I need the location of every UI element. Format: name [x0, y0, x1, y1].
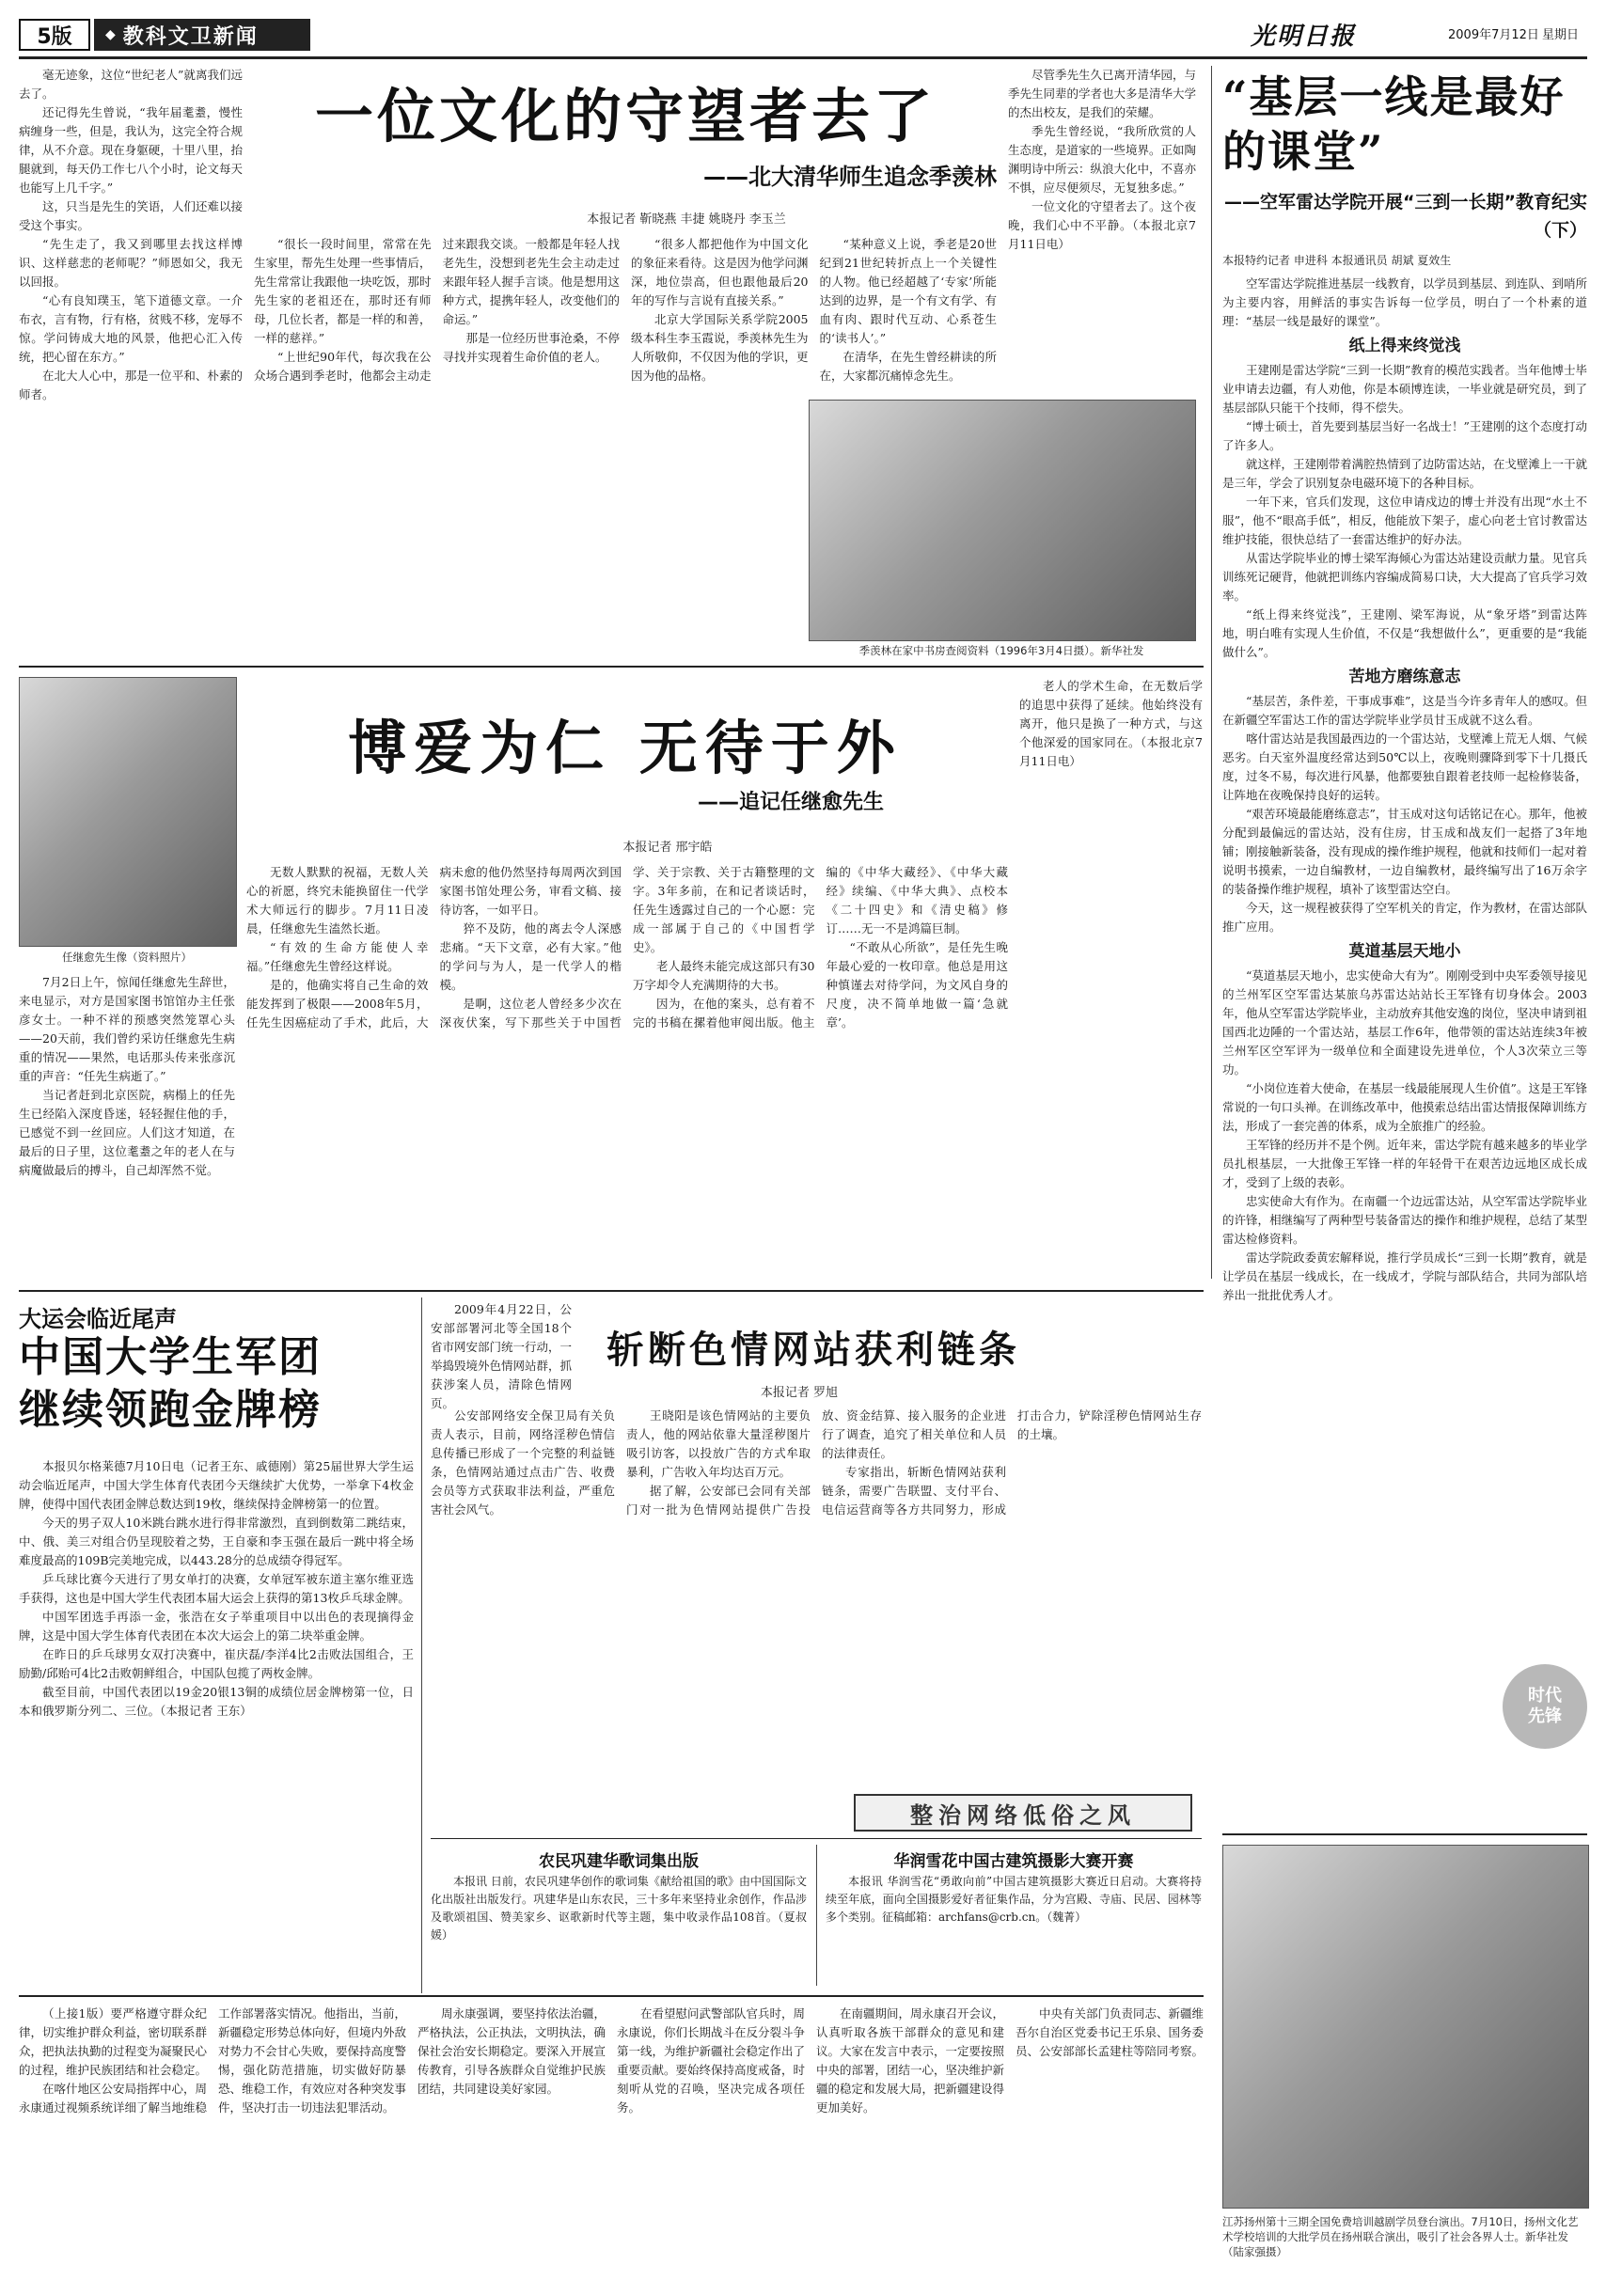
page-number: 5版 [37, 24, 72, 49]
article1-paragraph: 在北大人心中，那是一位平和、朴素的师者。 [19, 369, 243, 401]
notice1-title: 农民巩建华歌词集出版 [539, 1852, 699, 1871]
article3-paragraph: “莫道基层天地小，忠实使命大有为”。刚刚受到中央军委领导接见的兰州军区空军雷达某旅乌苏雷达站站长王军锋有切身体会。2003年，他从空军雷达学院毕业，主动放弃其他安逸的岗位，坚决申请到祖国西北边陲的一个雷达站，基层工作6年，他带领的雷达站连续3年被兰州军区空军评为一级单位和全面建设先进单位，个人3次荣立三等功。 [1222, 968, 1587, 1077]
article2-paragraph: 是啊，这位老人曾经多少次在深夜伏案，写下那些关于中国哲学、关于宗教、关于古籍整理的文字。3年多前，在和记者谈话时，任先生透露过自己的一个心愿：完成一部属于自己的《中国哲学史》。 [439, 865, 815, 1030]
article2-paragraph: 猝不及防，他的离去令人深感悲痛。“天下文章，必有大家。”他的学问与为人，是一代学人的楷模。 [439, 921, 622, 992]
article6-paragraph: （上接1版）要严格遵守群众纪律，切实维护群众利益，密切联系群众，把执法执勤的过程变为凝聚民心的过程，维护民族团结和社会稳定。 [19, 2006, 208, 2077]
article1-paragraph: 一位文化的守望者去了。这个夜晚，我们心中不平静。（本报北京7月11日电） [1008, 199, 1196, 251]
article1-paragraph: “心有良知璞玉，笔下道德文章。一介布衣，言有物，行有格，贫贱不移，宠辱不惊。学问铸成大地的风景，他把心汇入传统，把心留在东方。” [19, 293, 243, 364]
paper-name: 光明日报 [1251, 23, 1357, 51]
article1-photo-caption: 季羡林在家中书房查阅资料（1996年3月4日摄）。新华社发 [858, 644, 1144, 657]
article3-section-heading: 纸上得来终觉浅 [1348, 337, 1461, 355]
article3-paragraph: “基层苦，条件差，干事成事难”，这是当今许多青年人的感叹。但在新疆空军雷达工作的雷达学院毕业学员甘玉成就不这么看。 [1222, 694, 1587, 727]
article1-paragraph: 这，只当是先生的笑语，人们还难以接受这个事实。 [19, 199, 243, 232]
column-divider [816, 1845, 817, 1986]
article6-paragraph: 中央有关部门负责同志、新疆维吾尔自治区党委书记王乐泉、国务委员、公安部部长孟建柱等陪同考察。 [1016, 2006, 1204, 2058]
article3-subtitle: ——空军雷达学院开展“三到一长期”教育纪实（下） [1224, 192, 1587, 241]
article3-body [1222, 275, 1587, 1826]
article5-banner [854, 1794, 1192, 1832]
article2-subtitle: ——追记任继愈先生 [697, 791, 884, 814]
column-divider [1211, 66, 1212, 1279]
section-banner [94, 19, 310, 51]
article3-byline: 本报特约记者 申进科 本报通讯员 胡斌 夏效生 [1222, 254, 1452, 267]
article1-title: 一位文化的守望者去了 [314, 82, 936, 150]
ren-jiyu-photo [19, 677, 237, 947]
section-rule [19, 666, 1204, 668]
article6-paragraph: 在南疆期间，周永康召开会议，认真听取各族干部群众的意见和建议。大家在发言中表示，一定要按照中央的部署，团结一心，坚决维护新疆的稳定和发展大局，把新疆建设得更加美好。 [816, 2006, 1005, 2115]
page-number-box [19, 19, 90, 51]
article1-paragraph: 那是一位经历世事沧桑，不停寻找并实现着生命价值的老人。 [442, 331, 620, 364]
article5-columns [431, 1407, 1202, 1792]
article1-lead-text [19, 66, 243, 649]
article3-paragraph: 王建刚是雷达学院“三到一长期”教育的模范实践者。当年他博士毕业申请去边疆，有人劝他，你是本硕博连读，一毕业就是研究员，到了基层部队只能干个技师，得不偿失。 [1222, 363, 1587, 415]
notice2-body: 本报讯 华润雪花“勇敢向前”中国古建筑摄影大赛近日启动。大赛将持续至年底，面向全国摄影爱好者征集作品，分为宫殿、寺庙、民居、园林等多个类别。征稿邮箱：archfans@crb.cn。（魏菁） [826, 1875, 1202, 1924]
article6-paragraph: 周永康强调，要坚持依法治疆，严格执法，公正执法，文明执法，确保社会治安长期稳定。要深入开展宣传教育，引导各族群众自觉维护民族团结，共同建设美好家园。 [417, 2006, 606, 2096]
article1-right-column [1008, 66, 1196, 395]
section-rule [19, 1995, 1204, 1997]
article4-paragraph: 在昨日的乒乓球男女双打决赛中，崔庆磊/李洋4比2击败法国组合，王励勤/邱贻可4比2击败朝鲜组合，中国队包揽了两枚金牌。 [19, 1647, 414, 1680]
article3-section-heading: 苦地方磨练意志 [1348, 668, 1461, 686]
issue-date: 2009年7月12日 [1448, 28, 1539, 42]
article4-kicker: 大运会临近尾声 [19, 1306, 177, 1332]
article4-paragraph: 本报贝尔格莱德7月10日电（记者王东、戚德刚）第25届世界大学生运动会临近尾声，中国大学生体育代表团今天继续扩大优势，一举拿下4枚金牌，使得中国代表团金牌总数达到19枚，继续保持金牌榜第一的位置。 [19, 1459, 414, 1511]
diamond-icon: ◆ [105, 27, 116, 42]
article3-paragraph: 从雷达学院毕业的博士梁军海倾心为雷达站建设贡献力量。见官兵训练死记硬背，他就把训练内容编成简易口诀，大大提高了官兵学习效率。 [1222, 551, 1587, 603]
article5-paragraph: 专家指出，斩断色情网站获利链条，需要广告联盟、支付平台、电信运营商等各方共同努力，形成打击合力，铲除淫秽色情网站生存的土壤。 [822, 1408, 1202, 1517]
section-rule [19, 1290, 1204, 1292]
article3-paragraph: 就这样，王建刚带着满腔热情到了边防雷达站，在戈壁滩上一干就是三年，学会了识别复杂电磁环境下的各种目标。 [1222, 457, 1587, 490]
article2-paragraph: 老人的学术生命，在无数后学的追思中获得了延续。他始终没有离开，他只是换了一种方式，与这个他深爱的国家同在。（本报北京7月11日电） [1019, 679, 1203, 768]
article2-byline: 本报记者 邢宇皓 [622, 841, 713, 855]
article5-paragraph: 2009年4月22日，公安部部署河北等全国18个省市网安部门统一行动，一举捣毁境外色情网站群，抓获涉案人员，清除色情网页。 [431, 1302, 572, 1410]
article1-subtitle: ——北大清华师生追念季羡林 [703, 164, 997, 190]
article4-title-line1: 中国大学生军团 [19, 1333, 322, 1381]
masthead-rule [19, 56, 1587, 59]
article1-paragraph: 在清华，在先生曾经耕读的所在，大家都沉痛悼念先生。 [819, 350, 997, 383]
article3-paragraph: “艰苦环境最能磨练意志”，甘玉成对这句话铭记在心。那年，他被分配到最偏远的雷达站，没有住房，甘玉成和战友们一起搭了3年地铺；刚接触新装备，没有现成的操作维护规程，他就和技师们一起对着说明书摸索，一边自编教材，一边自编教材，最终编写出了16万余字的装备操作维护规程，填补了该型雷达空白。 [1222, 807, 1587, 896]
article3-section-heading: 莫道基层天地小 [1348, 942, 1461, 961]
article2-left-column [19, 973, 235, 1274]
era-pioneer-badge-text: 时代先锋 [1528, 1686, 1562, 1726]
article3-paragraph: 王军锋的经历并不是个例。近年来，雷达学院有越来越多的毕业学员扎根基层，一大批像王军锋一样的年轻骨干在艰苦边远地区成长成才，受到了上级的表彰。 [1222, 1138, 1587, 1189]
article2-paragraph: 7月2日上午，惊闻任继愈先生辞世，来电显示，对方是国家图书馆馆办主任张彦女士。一种不祥的预感突然笼罩心头——20天前，我们曾约采访任继愈先生病重的情况——果然，电话那头传来张彦沉重的声音：“任先生病逝了。” [19, 975, 235, 1083]
article3-paragraph: 雷达学院政委黄宏解释说，推行学员成长“三到一长期”教育，就是让学员在基层一线成长，在一线成才，学院与部队结合，共同为部队培养出一批批优秀人才。 [1222, 1250, 1587, 1302]
article2-paragraph: 因为，在他的案头，总有着不完的书稿在摞着他审阅出版。他主编的《中华大藏经》、《中华大藏经》续编、《中华大典》、点校本《二十四史》和《清史稿》修订……无一不是鸿篇巨制。 [633, 865, 1008, 1030]
article1-paragraph: “上世纪90年代，每次我在公众场合遇到季老时，他都会主动走过来跟我交谈。一般都是年轻人找老先生，没想到老先生会主动走过来跟年轻人握手言谈。他是想用这种方式，提携年轻人，改变他们的命运。” [254, 237, 620, 383]
article3-paragraph: 一年下来，官兵们发现，这位申请戍边的博士并没有出现“水土不服”，他不“眼高手低”，相反，他能放下架子，虚心向老士官讨教雷达维护技能，很快总结了一套雷达维护的好办法。 [1222, 495, 1587, 546]
article5-paragraph: 据了解，公安部已会同有关部门对一批为色情网站提供广告投放、资金结算、接入服务的企业进行了调查，追究了相关单位和人员的法律责任。 [626, 1408, 1006, 1517]
opera-performer-photo [1222, 1845, 1589, 2209]
article2-paragraph: “有效的生命方能使人幸福。”任继愈先生曾经这样说。 [246, 940, 429, 973]
article3-photo-caption: 江苏扬州第十三期全国免费培训越剧学员登台演出。7月10日，扬州文化艺术学校培训的大批学员在扬州联合演出，吸引了社会各界人士。新华社发（陆家强摄） [1222, 2215, 1579, 2258]
article1-paragraph: 季先生曾经说，“我所欣赏的人生态度，是道家的一些境界。正如陶渊明诗中所云：纵浪大化中，不喜亦不惧，应尽便须尽，无复独多虑。” [1008, 124, 1196, 195]
section-rule [1222, 1833, 1587, 1835]
article4-title-line2: 继续领跑金牌榜 [19, 1386, 322, 1434]
article2-photo-caption: 任继愈先生像（资料照片） [62, 951, 192, 964]
article6-paragraph: 在看望慰问武警部队官兵时，周永康说，你们长期战斗在反分裂斗争第一线，为维护新疆社会稳定作出了重要贡献。要始终保持高度戒备，时刻听从党的召唤，坚决完成各项任务。 [617, 2006, 806, 2115]
article2-title: 博爱为仁 无待于外 [348, 714, 903, 782]
article3-paragraph: 喀什雷达站是我国最西边的一个雷达站，戈壁滩上荒无人烟、气候恶劣。白天室外温度经常达到50℃以上，夜晚则骤降到零下十几摄氏度，过冬不易，每次进行风暴，他都要独自跟着老技师一起检修装备，让阵地在夜晚保持良好的运转。 [1222, 731, 1587, 802]
era-pioneer-badge [1503, 1664, 1587, 1749]
article3-paragraph: 今天，这一规程被获得了空军机关的肯定，作为教材，在雷达部队推广应用。 [1222, 901, 1587, 934]
article2-paragraph: 老人最终未能完成这部只有30万字却令人充满期待的大书。 [633, 959, 815, 992]
article1-paragraph: 北京大学国际关系学院2005级本科生李玉霞说，季羡林先生为人所敬仰，不仅因为他的学识，更因为他的品格。 [631, 312, 809, 383]
article1-paragraph: “先生走了，我又到哪里去找这样博识、这样慈悲的老师呢？”师恩如父，我无以回报。 [19, 237, 243, 289]
article2-paragraph: “不敢从心所欲”，是任先生晚年最心爱的一枚印章。他总是用这种慎谨去对待学问，为文风自身的尺度，决不简单地做一篇‘急就章’。 [826, 940, 1008, 1030]
article3-paragraph: “小岗位连着大使命，在基层一线最能展现人生价值”。这是王军锋常说的一句口头禅。在训练改革中，他摸索总结出雷达情报保障训练方法，形成了一套完善的体系，成为全旅推广的经验。 [1222, 1081, 1587, 1133]
article3-intro: 空军雷达学院推进基层一线教育，以学员到基层、到连队、到哨所为主要内容，用鲜活的事实告诉每一位学员，明白了一个朴素的道理：“基层一线是最好的课堂”。 [1222, 276, 1587, 328]
article5-paragraph: 公安部网络安全保卫局有关负责人表示，目前，网络淫秽色情信息传播已形成了一个完整的利益链条，色情网站通过点击广告、收费会员等方式获取非法利益，严重危害社会风气。 [431, 1408, 615, 1517]
article5-title: 斩断色情网站获利链条 [606, 1328, 1020, 1372]
article4-body [19, 1457, 414, 1979]
section-rule [431, 1838, 1202, 1839]
notice2-title: 华润雪花中国古建筑摄影大赛开赛 [893, 1852, 1134, 1871]
section-name: 教科文卫新闻 [122, 24, 259, 49]
article6-columns [19, 2005, 1204, 2277]
article4-paragraph: 中国军团选手再添一金，张浩在女子举重项目中以出色的表现摘得金牌，这是中国大学生体育代表团在本次大运会上的第二块举重金牌。 [19, 1610, 414, 1643]
issue-weekday: 星期日 [1542, 28, 1580, 42]
article1-byline: 本报记者 靳晓燕 丰捷 姚晓丹 李玉兰 [587, 212, 786, 227]
ji-xianlin-photo [809, 400, 1196, 641]
notice1-body: 本报讯 日前，农民巩建华创作的歌词集《献给祖国的歌》由中国国际文化出版社出版发行。巩建华是山东农民，三十多年来坚持业余创作，作品涉及歌颂祖国、赞美家乡、讴歌新时代等主题，集中收录作品108首。（夏叔媛） [431, 1875, 807, 1942]
article4-paragraph: 乒乓球比赛今天进行了男女单打的决赛，女单冠军被东道主塞尔维亚选手获得，这也是中国大学生代表团本届大运会上获得的第13枚乒乓球金牌。 [19, 1572, 414, 1605]
article1-paragraph: “某种意义上说，季老是20世纪到21世纪转折点上一个关键性的人物。他已经超越了‘专家’所能达到的边界，是一个有文有学、有血有肉、跟时代互动、心系苍生的‘读书人’。” [819, 237, 997, 345]
article3-paragraph: “纸上得来终觉浅”，王建刚、梁军海说，从“象牙塔”到雷达阵地，明白唯有实现人生价值，不仅是“我想做什么”，更重要的是“我能做什么”。 [1222, 607, 1587, 659]
article2-paragraph: 是的，他确实将自己生命的效能发挥到了极限——2008年5月，任先生因癌症动了手术，此后，大病未愈的他仍然坚持每周两次到国家图书馆处理公务，审看文稿、接待访客，一如平日。 [246, 865, 622, 1030]
article5-paragraph: 王晓阳是该色情网站的主要负责人，他的网站依靠大量淫秽图片吸引访客，以投放广告的方式牟取暴利，广告收入年均达百万元。 [626, 1408, 811, 1479]
article1-paragraph: “很多人都把他作为中国文化的象征来看待。这是因为他学问渊深，地位崇高，但也跟他最后20年的写作与言说有直接关系。” [631, 237, 809, 307]
article5-byline: 本报记者 罗旭 [760, 1386, 839, 1400]
article1-lead [19, 66, 243, 649]
article1-paragraph: 毫无迹象，这位“世纪老人”就离我们远去了。 [19, 68, 243, 101]
article4-paragraph: 今天的男子双人10米跳台跳水进行得非常激烈，直到倒数第二跳结束，中、俄、美三对组合仍呈现胶着之势，王自豪和李玉强在最后一跳中将全场难度最高的109B完美地完成，以443.28分的总成绩夺得冠军。 [19, 1516, 414, 1567]
article6-paragraph: 在喀什地区公安局指挥中心，周永康通过视频系统详细了解当地维稳工作部署落实情况。他指出，当前，新疆稳定形势总体向好，但境内外敌对势力不会甘心失败，要保持高度警惕，强化防范措施，切实做好防暴恐、维稳工作，有效应对各种突发事件，坚决打击一切违法犯罪活动。 [19, 2006, 407, 2115]
column-divider [421, 1297, 422, 1993]
article2-paragraph: 当记者赶到北京医院，病榻上的任先生已经陷入深度昏迷，轻轻握住他的手，已感觉不到一丝回应。人们这才知道，在最后的日子里，这位耄耋之年的老人在与病魔做最后的搏斗，自己却浑然不觉。 [19, 1088, 235, 1177]
article2-right-column [1019, 677, 1203, 1275]
article3-paragraph: “博士硕士，首先要到基层当好一名战士！”王建刚的这个态度打动了许多人。 [1222, 419, 1587, 452]
article1-paragraph: 还记得先生曾说，“我年届耄耋，慢性病缠身一些，但是，我认为，这完全符合规律，从不介意。现在身躯硬，十里八里，抬腿就到，每天仍工作七八个小时，论文每天也能写上几千字。” [19, 105, 243, 195]
article2-columns [246, 863, 1008, 1275]
article2-paragraph: 无数人默默的祝福，无数人关心的祈愿，终究未能换留住一代学术大师远行的脚步。7月11日凌晨，任继愈先生溘然长逝。 [246, 865, 429, 936]
article3-title: “基层一线是最好的课堂” [1222, 71, 1566, 177]
article1-paragraph: “很长一段时间里，常常在先生家里，帮先生处理一些事情后，先生常常让我跟他一块吃饭，那时先生家的老祖还在，那时还有师母，几位长者，都是一样的和善，一样的慈祥。” [254, 237, 432, 345]
article3-paragraph: 忠实使命大有作为。在南疆一个边远雷达站，从空军雷达学院毕业的许锋，相继编写了两种型号装备雷达的操作和维护规程，总结了某型雷达检修资料。 [1222, 1194, 1587, 1246]
article5-banner-text: 整治网络低俗之风 [910, 1801, 1136, 1829]
article4-paragraph: 截至目前，中国代表团以19金20银13铜的成绩位居金牌榜第一位，日本和俄罗斯分列二、三位。（本报记者 王东） [19, 1685, 414, 1718]
article1-paragraph: 尽管季先生久已离开清华园，与季先生同辈的学者也大多是清华大学的杰出校友，是我们的荣耀。 [1008, 68, 1196, 119]
